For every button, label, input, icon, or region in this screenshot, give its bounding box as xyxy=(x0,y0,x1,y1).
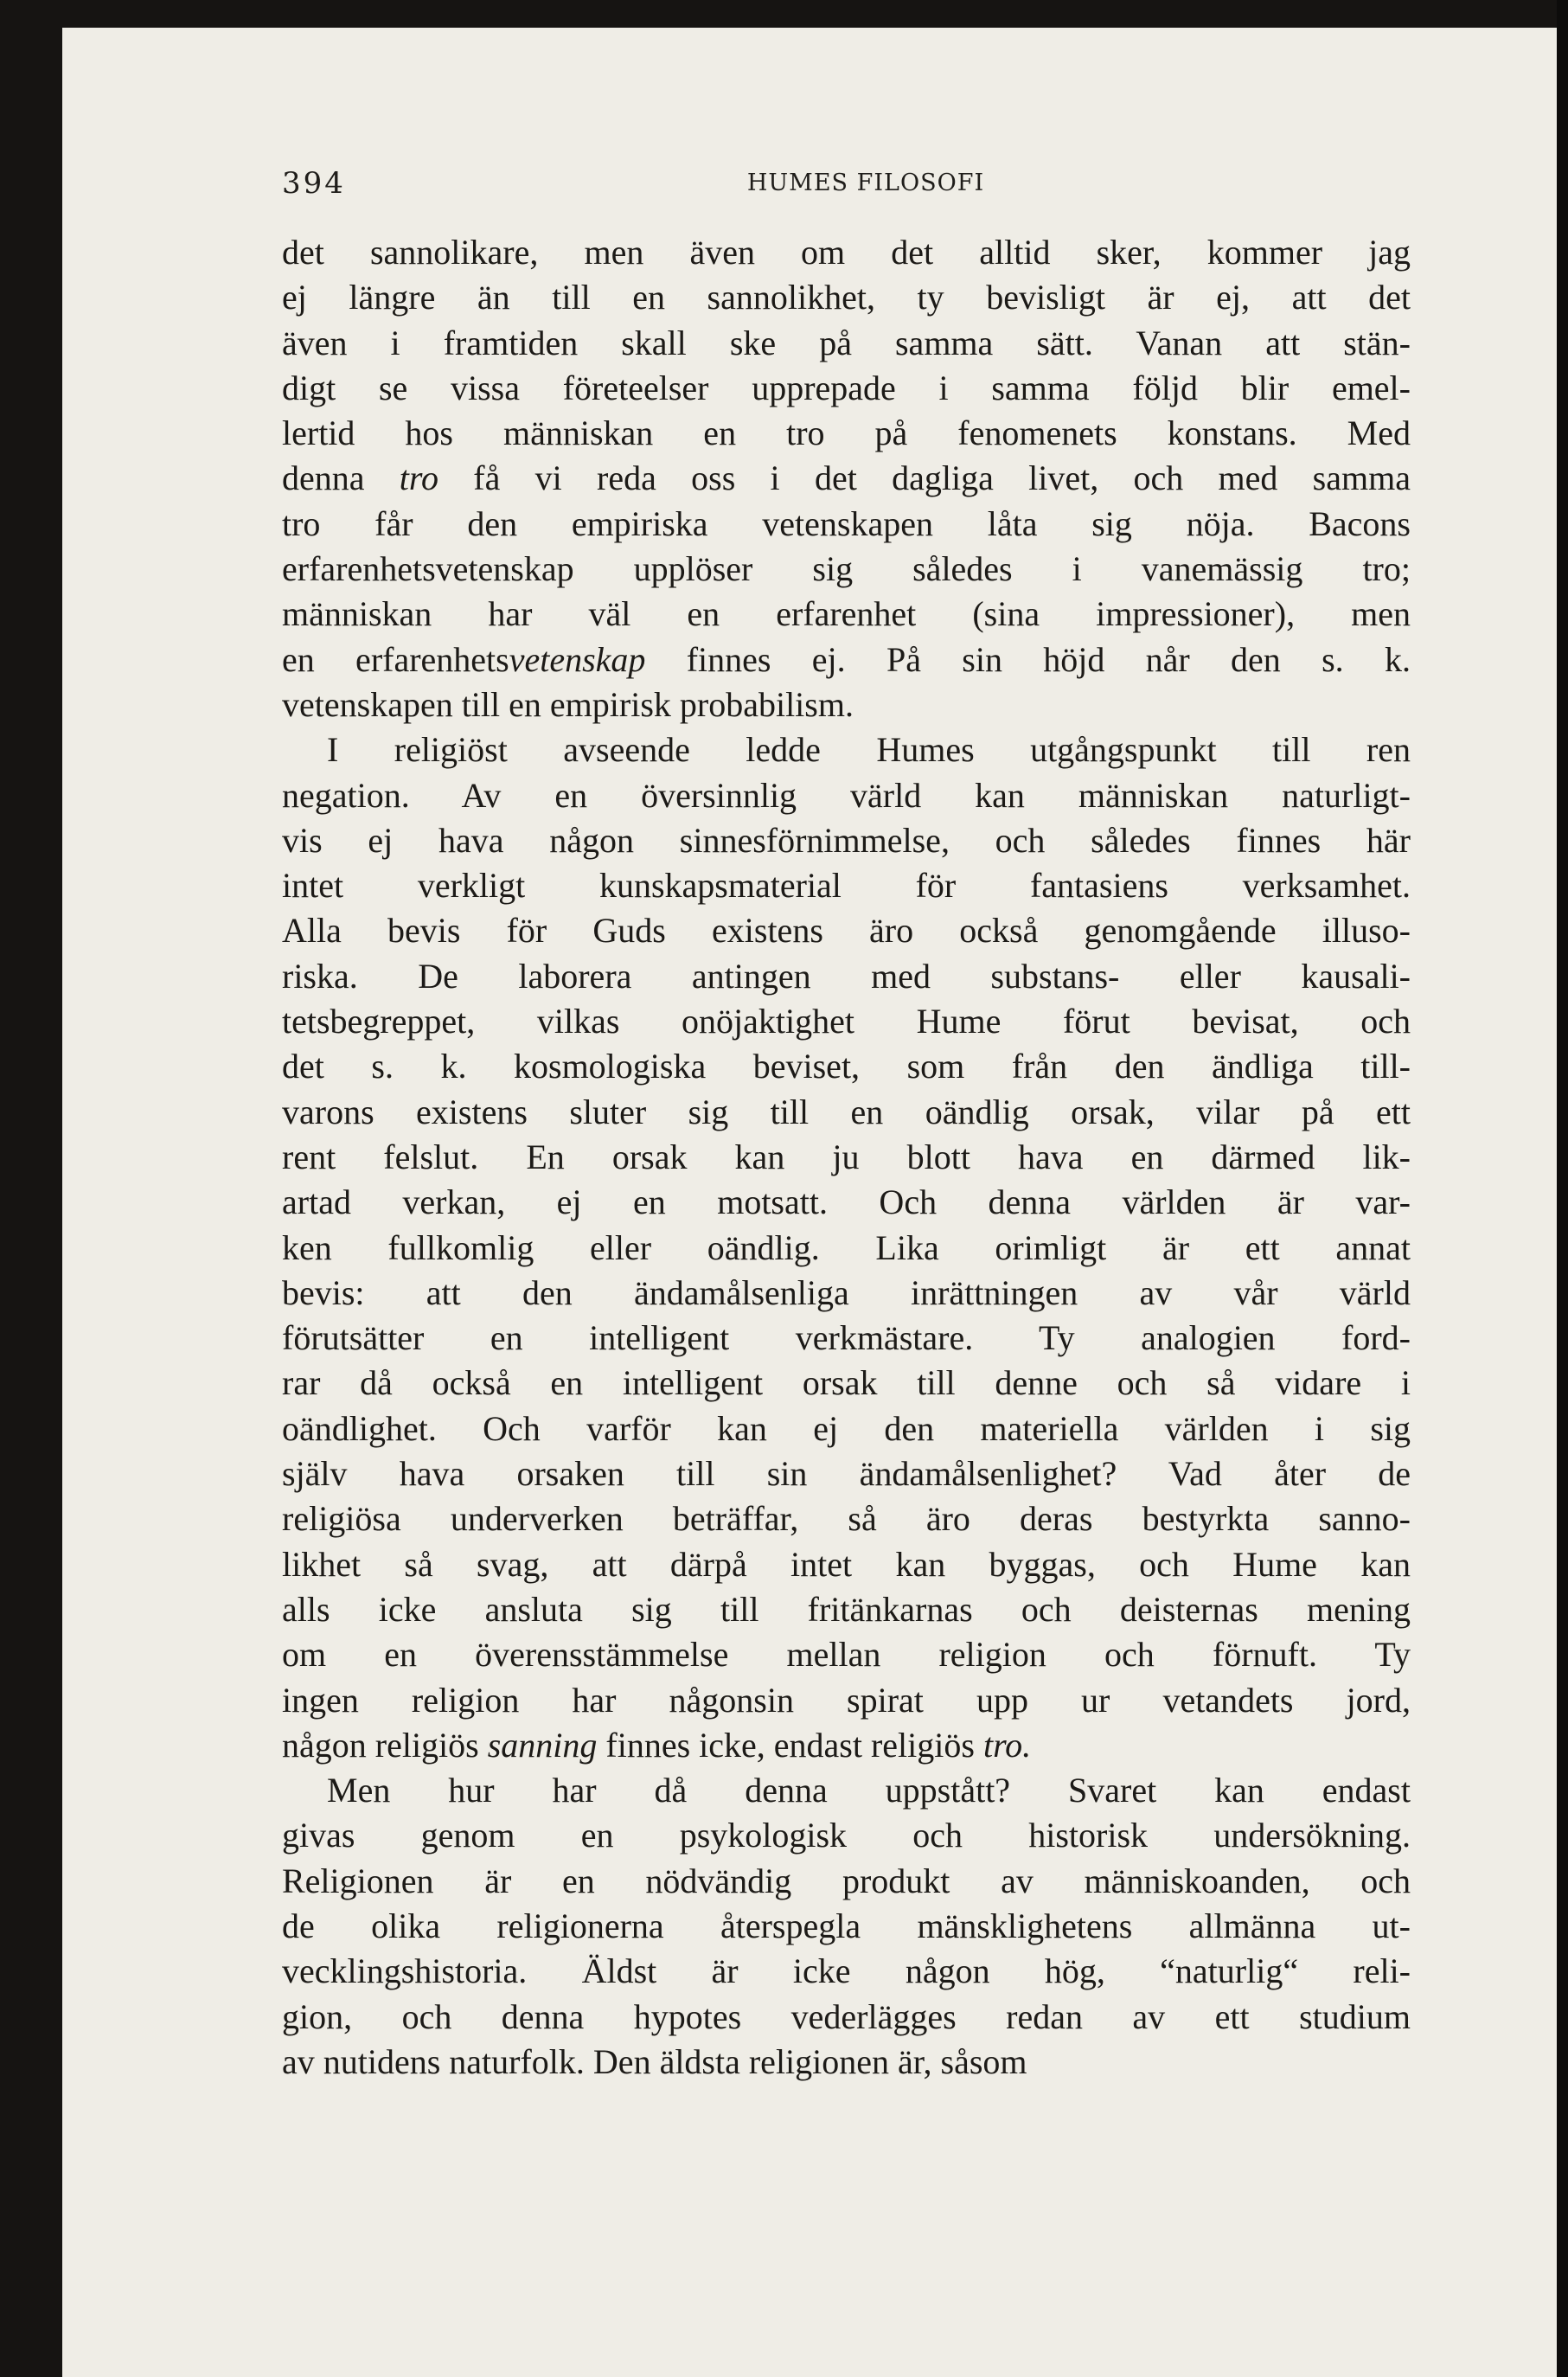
text-run: ingen religion har någonsin spirat upp ur vetandets jord, xyxy=(282,1680,1411,1720)
paragraph xyxy=(282,727,1411,1768)
text-run: även i framtiden skall ske på samma sätt. Vanan att stän- xyxy=(282,323,1411,362)
text-line xyxy=(282,1090,1411,1135)
text-line xyxy=(282,682,1411,727)
text-line xyxy=(282,230,1411,275)
text-line xyxy=(282,1180,1411,1225)
text-line xyxy=(282,637,1411,682)
text-run: artad verkan, ej en motsatt. Och denna världen är var- xyxy=(282,1182,1411,1222)
text-run: lertid hos människan en tro på fenomenets konstans. Med xyxy=(282,413,1411,453)
text-run: digt se vissa företeelser upprepade i samma följd blir emel- xyxy=(282,368,1411,407)
text-line xyxy=(282,1813,1411,1858)
text-run: finnes ej. På sin höjd når den s. k. xyxy=(645,639,1411,679)
text-line xyxy=(282,908,1411,953)
text-line xyxy=(282,1678,1411,1723)
text-run: intet verkligt kunskapsmaterial för fantasiens verksamhet. xyxy=(282,866,1411,906)
text-line xyxy=(282,999,1411,1044)
text-line xyxy=(282,366,1411,411)
text-run: bevis: att den ändamålsenliga inrättningen av vår värld xyxy=(282,1272,1411,1312)
text-run: rent felslut. En orsak kan ju blott hava en därmed lik- xyxy=(282,1137,1411,1176)
italic-text: sanning xyxy=(487,1725,598,1765)
text-run: människan har väl en erfarenhet (sina impressioner), men xyxy=(282,594,1411,634)
text-run: likhet så svag, att därpå intet kan byggas, och Hume kan xyxy=(282,1544,1411,1584)
running-title: HUMES FILOSOFI xyxy=(746,170,985,196)
running-head xyxy=(282,166,1450,209)
text-run: varons existens sluter sig till en oändlig orsak, vilar på ett xyxy=(282,1092,1411,1131)
text-run: själv hava orsaken till sin ändamålsenlighet? Vad åter de xyxy=(282,1454,1411,1494)
page-number: 394 xyxy=(282,166,346,201)
text-line xyxy=(282,1904,1411,1949)
text-run: om en överensstämmelse mellan religion och förnuft. Ty xyxy=(282,1635,1411,1675)
text-line xyxy=(282,1723,1411,1768)
text-line xyxy=(282,1044,1411,1089)
text-run: religiösa underverken beträffar, så äro deras bestyrkta sanno- xyxy=(282,1499,1411,1539)
scan-edge xyxy=(1557,0,1568,2377)
text-run: givas genom en psykologisk och historisk undersökning. xyxy=(282,1816,1411,1855)
text-run: denna xyxy=(282,458,400,498)
text-run: vecklingshistoria. Äldst är icke någon hög, “naturlig“ reli- xyxy=(282,1951,1411,1991)
text-line xyxy=(282,411,1411,456)
text-line xyxy=(282,863,1411,908)
text-run: någon religiös xyxy=(282,1725,488,1765)
text-line xyxy=(282,773,1411,818)
text-line xyxy=(282,954,1411,999)
italic-text: tro xyxy=(399,458,438,498)
text-run: Religionen är en nödvändig produkt av människoanden, och xyxy=(282,1861,1411,1900)
text-run: få vi reda oss i det dagliga livet, och med samma xyxy=(438,458,1411,498)
text-run: tetsbegreppet, vilkas onöjaktighet Hume förut bevisat, och xyxy=(282,1002,1411,1041)
italic-text: tro. xyxy=(982,1725,1032,1765)
text-line xyxy=(282,1587,1411,1632)
text-line xyxy=(282,1859,1411,1904)
text-run: oändlighet. Och varför kan ej den materiella världen i sig xyxy=(282,1408,1411,1448)
body-text xyxy=(282,230,1411,2085)
text-run: en erfarenhets xyxy=(282,639,509,679)
text-line xyxy=(282,1316,1411,1361)
text-run: Men hur har då denna uppstått? Svaret kan endast xyxy=(327,1771,1411,1810)
text-line xyxy=(282,502,1411,547)
text-line xyxy=(282,1271,1411,1316)
text-line xyxy=(282,1361,1411,1406)
text-line xyxy=(282,1451,1411,1496)
text-run: riska. De laborera antingen med substans- eller kausali- xyxy=(282,956,1411,996)
text-run: ken fullkomlig eller oändlig. Lika orimligt är ett annat xyxy=(282,1227,1411,1267)
text-run: negation. Av en översinnlig värld kan människan naturligt- xyxy=(282,775,1411,815)
text-line xyxy=(282,1768,1411,1813)
text-line xyxy=(282,1949,1411,1994)
text-run: alls icke ansluta sig till fritänkarnas och deisternas mening xyxy=(282,1589,1411,1629)
text-line xyxy=(282,456,1411,501)
text-line xyxy=(282,321,1411,366)
text-line xyxy=(282,1135,1411,1180)
text-run: vis ej hava någon sinnesförnimmelse, och således finnes här xyxy=(282,820,1411,860)
text-run: gion, och denna hypotes vederlägges redan av ett studium xyxy=(282,1996,1411,2036)
text-line xyxy=(282,727,1411,772)
text-run: förutsätter en intelligent verkmästare. Ty analogien ford- xyxy=(282,1318,1411,1358)
text-run: det sannolikare, men även om det alltid sker, kommer jag xyxy=(282,233,1411,272)
text-run: Alla bevis för Guds existens äro också genomgående illuso- xyxy=(282,911,1411,951)
text-line xyxy=(282,1542,1411,1587)
text-run: ej längre än till en sannolikhet, ty bevisligt är ej, att det xyxy=(282,278,1411,317)
text-run: finnes icke, endast religiös xyxy=(597,1725,983,1765)
paragraph xyxy=(282,230,1411,727)
text-line xyxy=(282,818,1411,863)
text-line xyxy=(282,592,1411,637)
text-run: vetenskapen till en empirisk probabilism. xyxy=(282,684,854,724)
italic-text: vetenskap xyxy=(509,639,646,679)
text-run: de olika religionerna återspegla mänsklighetens allmänna ut- xyxy=(282,1906,1411,1945)
text-run: erfarenhetsvetenskap upplöser sig således i vanemässig tro; xyxy=(282,549,1411,589)
text-line xyxy=(282,1496,1411,1541)
text-line xyxy=(282,1995,1411,2040)
text-line xyxy=(282,2040,1411,2085)
text-run: det s. k. kosmologiska beviset, som från den ändliga till- xyxy=(282,1047,1411,1086)
text-line xyxy=(282,1226,1411,1271)
text-line xyxy=(282,1632,1411,1677)
text-line xyxy=(282,275,1411,320)
text-run: rar då också en intelligent orsak till denne och så vidare i xyxy=(282,1363,1411,1403)
text-line xyxy=(282,547,1411,592)
text-run: av nutidens naturfolk. Den äldsta religionen är, såsom xyxy=(282,2041,1027,2081)
text-line xyxy=(282,1406,1411,1451)
paragraph xyxy=(282,1768,1411,2085)
text-run: I religiöst avseende ledde Humes utgångspunkt till ren xyxy=(327,730,1411,770)
text-run: tro får den empiriska vetenskapen låta sig nöja. Bacons xyxy=(282,503,1411,543)
